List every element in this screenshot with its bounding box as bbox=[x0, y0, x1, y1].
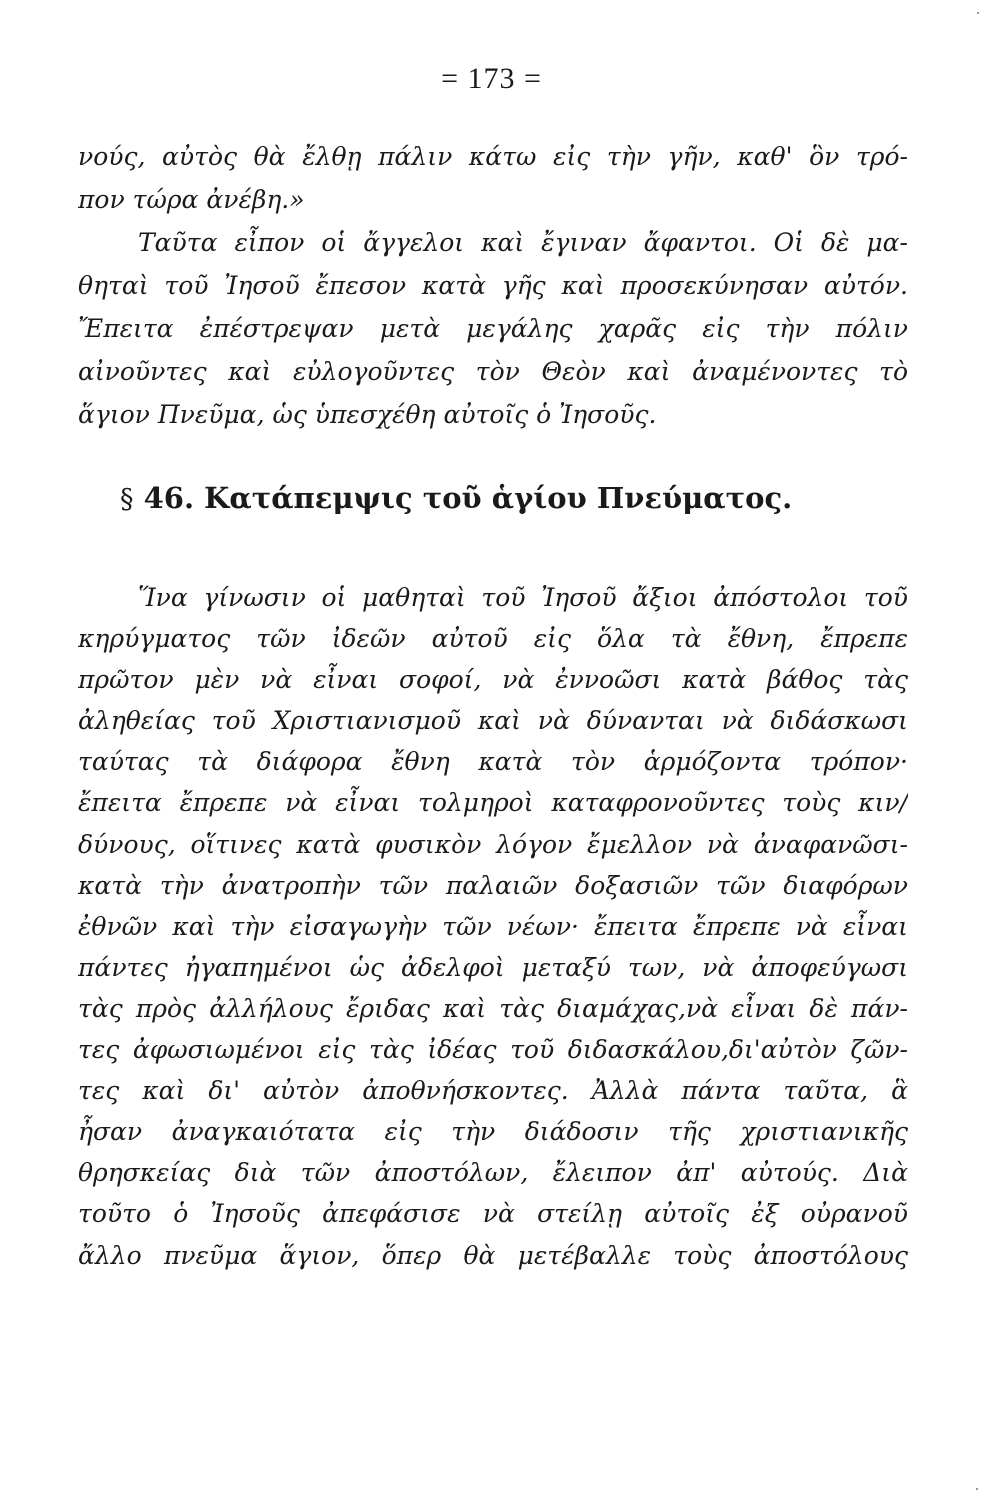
section-sign: § bbox=[120, 484, 134, 515]
text-line: πάντες ἠγαπημένοι ὡς ἀδελφοὶ μεταξύ των, νὰ ἀποφεύγωσι bbox=[78, 952, 908, 982]
text-line: ἦσαν ἀναγκαιότατα εἰς τὴν διάδοσιν τῆς χριστιανικῆς bbox=[78, 1117, 908, 1147]
text-line: τοῦτο ὁ Ἰησοῦς ἀπεφάσισε νὰ στείλῃ αὐτοῖς ἐξ οὐρανοῦ bbox=[78, 1199, 908, 1229]
text-line: πον τώρα ἀνέβη.» bbox=[78, 185, 305, 214]
paper-speck bbox=[977, 12, 979, 14]
text-line: δύνους, οἵτινες κατὰ φυσικὸν λόγον ἔμελλον νὰ ἀναφανῶσι- bbox=[78, 829, 908, 859]
text-line: Ἵνα γίνωσιν οἱ μαθηταὶ τοῦ Ἰησοῦ ἄξιοι ἀπόστολοι τοῦ bbox=[138, 583, 908, 612]
section-heading bbox=[120, 478, 860, 520]
text-line: νούς, αὐτὸς θὰ ἔλθῃ πάλιν κάτω εἰς τὴν γῆν, καθ' ὃν τρό- bbox=[78, 142, 908, 171]
text-line: Ταῦτα εἶπον οἱ ἄγγελοι καὶ ἔγιναν ἄφαντοι. Οἱ δὲ μα- bbox=[138, 228, 908, 257]
section-number: 46. bbox=[143, 481, 195, 515]
text-line: ταύτας τὰ διάφορα ἔθνη κατὰ τὸν ἁρμόζοντα τρόπον· bbox=[78, 747, 908, 777]
text-line: θηταὶ τοῦ Ἰησοῦ ἔπεσον κατὰ γῆς καὶ προσεκύνησαν αὐτόν. bbox=[78, 271, 908, 300]
paragraph-continuation bbox=[78, 135, 908, 436]
section-title: Κατάπεμψις τοῦ ἁγίου Πνεύματος. bbox=[204, 481, 793, 515]
text-line: αἰνοῦντες καὶ εὐλογοῦντες τὸν Θεὸν καὶ ἀναμένοντες τὸ bbox=[78, 357, 908, 386]
text-line: πρῶτον μὲν νὰ εἶναι σοφοί, νὰ ἐννοῶσι κατὰ βάθος τὰς bbox=[78, 665, 908, 695]
section-body bbox=[78, 577, 908, 1276]
text-line: Ἔπειτα ἐπέστρεψαν μετὰ μεγάλης χαρᾶς εἰς τὴν πόλιν bbox=[78, 314, 908, 343]
text-line: ἐθνῶν καὶ τὴν εἰσαγωγὴν τῶν νέων· ἔπειτα ἔπρεπε νὰ εἶναι bbox=[78, 911, 908, 941]
text-line: τὰς πρὸς ἀλλήλους ἔριδας καὶ τὰς διαμάχας,νὰ εἶναι δὲ πάν- bbox=[78, 993, 908, 1023]
paper-speck bbox=[976, 1488, 978, 1490]
text-line: ἄλλο πνεῦμα ἅγιον, ὅπερ θὰ μετέβαλλε τοὺς ἀποστόλους bbox=[78, 1240, 908, 1270]
text-line: θρησκείας διὰ τῶν ἀποστόλων, ἔλειπον ἀπ' αὐτούς. Διὰ bbox=[78, 1158, 908, 1188]
text-line: κατὰ τὴν ἀνατροπὴν τῶν παλαιῶν δοξασιῶν τῶν διαφόρων bbox=[78, 870, 908, 900]
text-line: ἅγιον Πνεῦμα, ὡς ὑπεσχέθη αὐτοῖς ὁ Ἰησοῦς. bbox=[78, 400, 657, 429]
text-line: τες ἀφωσιωμένοι εἰς τὰς ἰδέας τοῦ διδασκάλου,δι'αὐτὸν ζῶν- bbox=[78, 1035, 908, 1065]
page-number: = 173 = bbox=[441, 62, 542, 95]
text-line: ἀληθείας τοῦ Χριστιανισμοῦ καὶ νὰ δύνανται νὰ διδάσκωσι bbox=[78, 706, 908, 736]
text-line: τες καὶ δι' αὐτὸν ἀποθνήσκοντες. Ἀλλὰ πάντα ταῦτα, ἃ bbox=[78, 1076, 908, 1106]
text-line: κηρύγματος τῶν ἰδεῶν αὐτοῦ εἰς ὅλα τὰ ἔθνη, ἔπρεπε bbox=[78, 624, 908, 654]
text-line: ἔπειτα ἔπρεπε νὰ εἶναι τολμηροὶ καταφρονοῦντες τοὺς κιν/ bbox=[78, 788, 908, 818]
